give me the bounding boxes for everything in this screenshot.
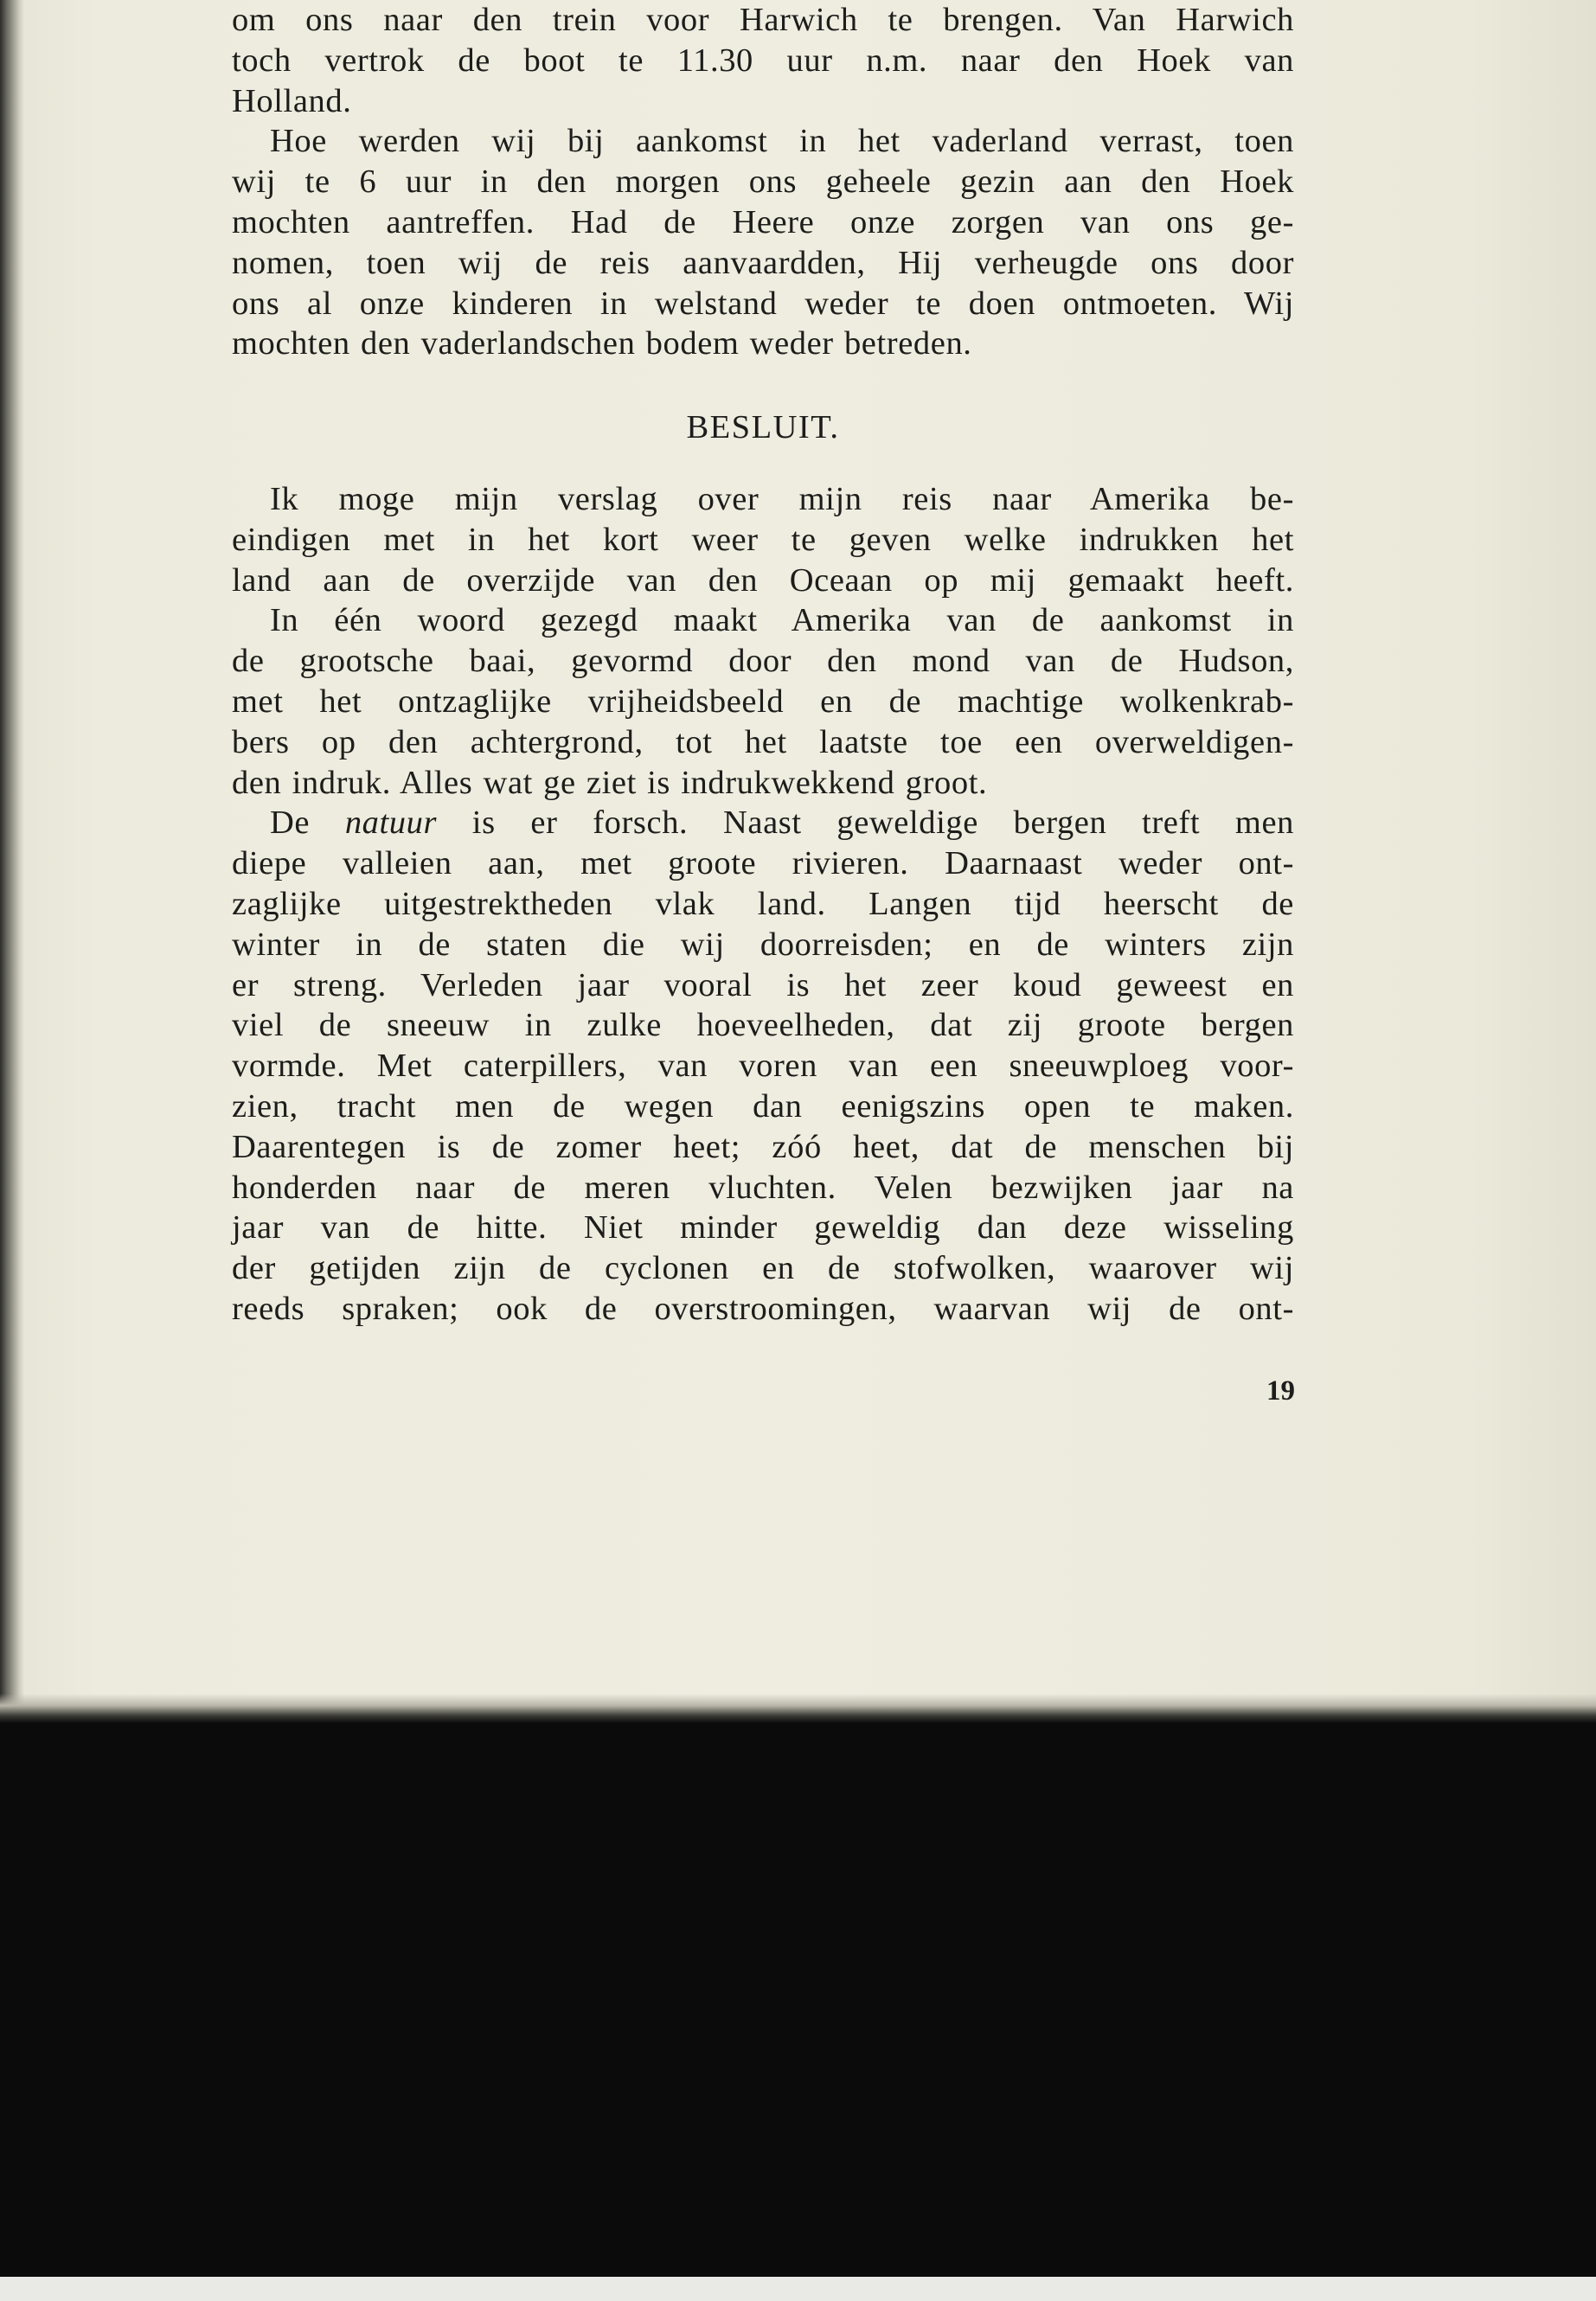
text-line: wij te 6 uur in den morgen ons geheele gezin aan den Hoek: [232, 163, 1294, 201]
text-line: om ons naar den trein voor Harwich te brengen. Van Harwich: [232, 2, 1294, 38]
scan-bottom-strip: [0, 2277, 1596, 2301]
italic-word: natuur: [344, 804, 438, 842]
text-line: In één woord gezegd maakt Amerika van de aankomst in: [270, 602, 1294, 639]
text-line: jaar van de hitte. Niet minder geweldig dan deze wisseling: [232, 1209, 1294, 1247]
text-line: den indruk. Alles wat ge ziet is indrukwekkend groot.: [232, 764, 988, 801]
text-line: der getijden zijn de cyclonen en de stofwolken, waarover wij: [232, 1250, 1294, 1287]
page-text: [232, 0, 1294, 1330]
text-line: Ik moge mijn verslag over mijn reis naar Amerika be-: [270, 480, 1294, 517]
text-line: reeds spraken; ook de overstroomingen, waarvan wij de ont-: [232, 1290, 1294, 1327]
text-line: nomen, toen wij de reis aanvaardden, Hij verheugde ons door: [232, 244, 1294, 281]
text-line: diepe valleien aan, met groote rivieren. Daarnaast weder ont-: [232, 845, 1294, 882]
paragraph-nature: [232, 803, 1294, 1329]
text-line: zaglijke uitgestrektheden vlak land. Langen tijd heerscht de: [232, 885, 1294, 922]
text-line: Holland.: [232, 82, 352, 119]
text-line: Daarentegen is de zomer heet; zóó heet, dat de menschen bij: [232, 1128, 1294, 1165]
paragraph-conclusion-intro: [232, 479, 1294, 600]
text-line: winter in de staten die wij doorreisden; en de winters zijn: [232, 926, 1294, 963]
text-line: zien, tracht men de wegen dan eenigszins open te maken.: [232, 1087, 1294, 1125]
text-line: [232, 803, 1294, 843]
text-line: Hoe werden wij bij aankomst in het vaderland verrast, toen: [270, 123, 1294, 160]
text-line: honderden naar de meren vluchten. Velen bezwijken jaar na: [232, 1169, 1294, 1206]
section-heading: BESLUIT.: [686, 409, 840, 446]
text-line: toch vertrok de boot te 11.30 uur n.m. naar den Hoek van: [232, 42, 1294, 79]
page-bottom-edge: [0, 1694, 1596, 1723]
text-run: is er forsch. Naast geweldige bergen treft men: [437, 804, 1294, 842]
text-line: viel de sneeuw in zulke hoeveelheden, dat zij groote bergen: [232, 1007, 1294, 1044]
paragraph-impression: [232, 600, 1294, 803]
text-line: er streng. Verleden jaar vooral is het zeer koud geweest en: [232, 966, 1294, 1003]
text-line: mochten den vaderlandschen bodem weder betreden.: [232, 325, 972, 362]
text-line: bers op den achtergrond, tot het laatste toe een overweldigen-: [232, 723, 1294, 760]
text-line: eindigen met in het kort weer te geven welke indrukken het: [232, 521, 1294, 558]
text-line: de grootsche baai, gevormd door den mond van de Hudson,: [232, 643, 1294, 680]
text-line: ons al onze kinderen in welstand weder te doen ontmoeten. Wij: [232, 285, 1294, 322]
book-spine-shadow: [0, 0, 24, 1711]
page-number: 19: [1266, 1375, 1295, 1407]
text-line: land aan de overzijde van den Oceaan op mij gemaakt heeft.: [232, 561, 1294, 599]
text-line: met het ontzaglijke vrijheidsbeeld en de machtige wolkenkrab-: [232, 683, 1294, 720]
text-line: mochten aantreffen. Had de Heere onze zorgen van ons ge-: [232, 203, 1294, 240]
paragraph-arrival: [232, 121, 1294, 364]
text-line: vormde. Met caterpillers, van voren van een sneeuwploeg voor-: [232, 1048, 1294, 1085]
paragraph-trip-home: [232, 0, 1294, 121]
text-run: De: [270, 804, 345, 842]
